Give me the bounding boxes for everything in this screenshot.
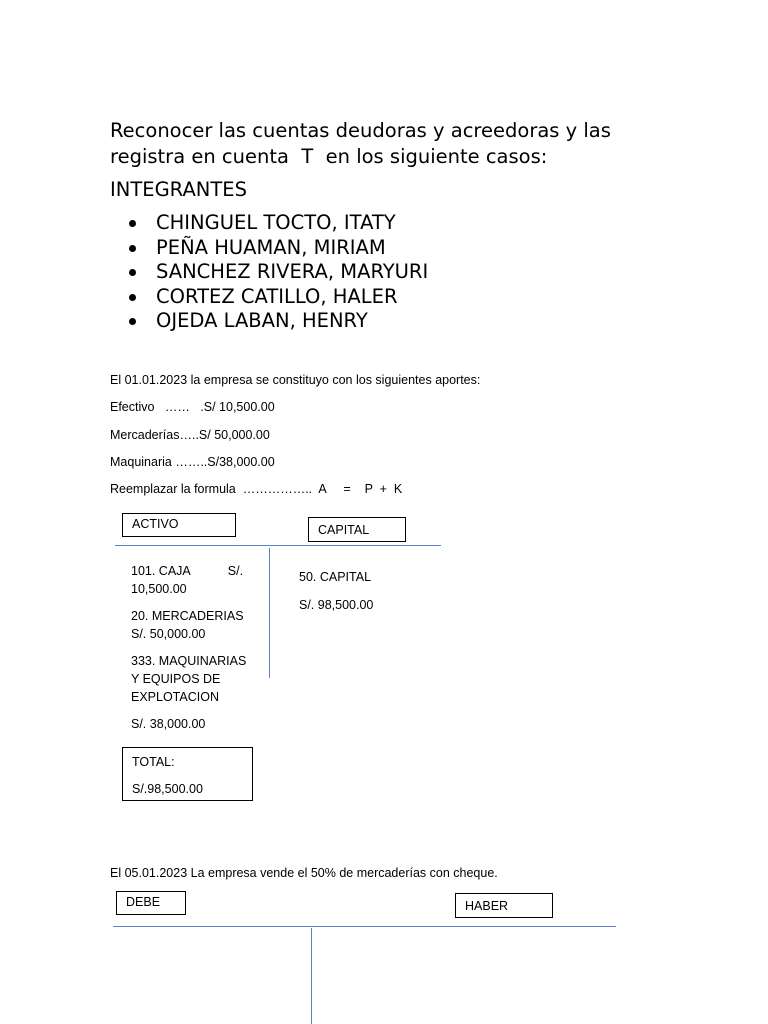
total-box <box>122 747 253 801</box>
maquinarias-amount: S/. 38,000.00 <box>131 717 206 731</box>
list-item: CORTEZ CATILLO, HALER <box>128 285 428 310</box>
total-label: TOTAL: <box>132 755 175 769</box>
maquinarias-entry <box>131 652 246 706</box>
page-title <box>110 118 670 170</box>
caja-amount-currency: S/. <box>227 564 244 578</box>
list-item: PEÑA HUAMAN, MIRIAM <box>128 236 428 261</box>
activo-label-box: ACTIVO <box>122 513 236 537</box>
members-list <box>128 211 428 334</box>
debe-label-box: DEBE <box>116 891 186 915</box>
title-line-2: registra en cuenta T en los siguiente casos: <box>110 145 548 168</box>
list-item: OJEDA LABAN, HENRY <box>128 309 428 334</box>
title-line-1: Reconocer las cuentas deudoras y acreedoras y las <box>110 119 611 142</box>
caja-account-name: 101. CAJA <box>131 564 191 578</box>
t-account-horizontal-line <box>115 545 441 546</box>
total-amount: S/.98,500.00 <box>132 782 203 796</box>
maquinarias-name-line-3: EXPLOTACION <box>131 690 219 704</box>
haber-label-box: HABER <box>455 893 553 918</box>
maquinarias-name-line-1: 333. MAQUINARIAS <box>131 654 247 668</box>
capital-label-box: CAPITAL <box>308 517 406 542</box>
case1-intro: El 01.01.2023 la empresa se constituyo con los siguientes aportes: <box>110 373 481 387</box>
t-account-2-vertical-line <box>311 928 312 1024</box>
list-item: SANCHEZ RIVERA, MARYURI <box>128 260 428 285</box>
mercaderias-account-name: 20. MERCADERIAS <box>131 609 244 623</box>
case1-formula: Reemplazar la formula …………….. A = P + K <box>110 482 403 496</box>
case2-intro: El 05.01.2023 La empresa vende el 50% de mercaderías con cheque. <box>110 866 498 880</box>
capital-amount: S/. 98,500.00 <box>299 598 374 612</box>
maquinarias-name-line-2: Y EQUIPOS DE <box>131 672 221 686</box>
t-account-2-horizontal-line <box>113 926 616 927</box>
mercaderias-entry <box>131 607 244 643</box>
case1-mercaderias: Mercaderías…..S/ 50,000.00 <box>110 428 270 442</box>
caja-amount: 10,500.00 <box>131 582 187 596</box>
case1-efectivo: Efectivo …… .S/ 10,500.00 <box>110 400 275 414</box>
capital-account-name: 50. CAPITAL <box>299 570 372 584</box>
list-item: CHINGUEL TOCTO, ITATY <box>128 211 428 236</box>
integrantes-heading: INTEGRANTES <box>110 178 247 201</box>
mercaderias-amount: S/. 50,000.00 <box>131 627 206 641</box>
case1-maquinaria: Maquinaria ……..S/38,000.00 <box>110 455 275 469</box>
t-account-vertical-line <box>269 548 270 678</box>
caja-entry <box>131 562 243 598</box>
